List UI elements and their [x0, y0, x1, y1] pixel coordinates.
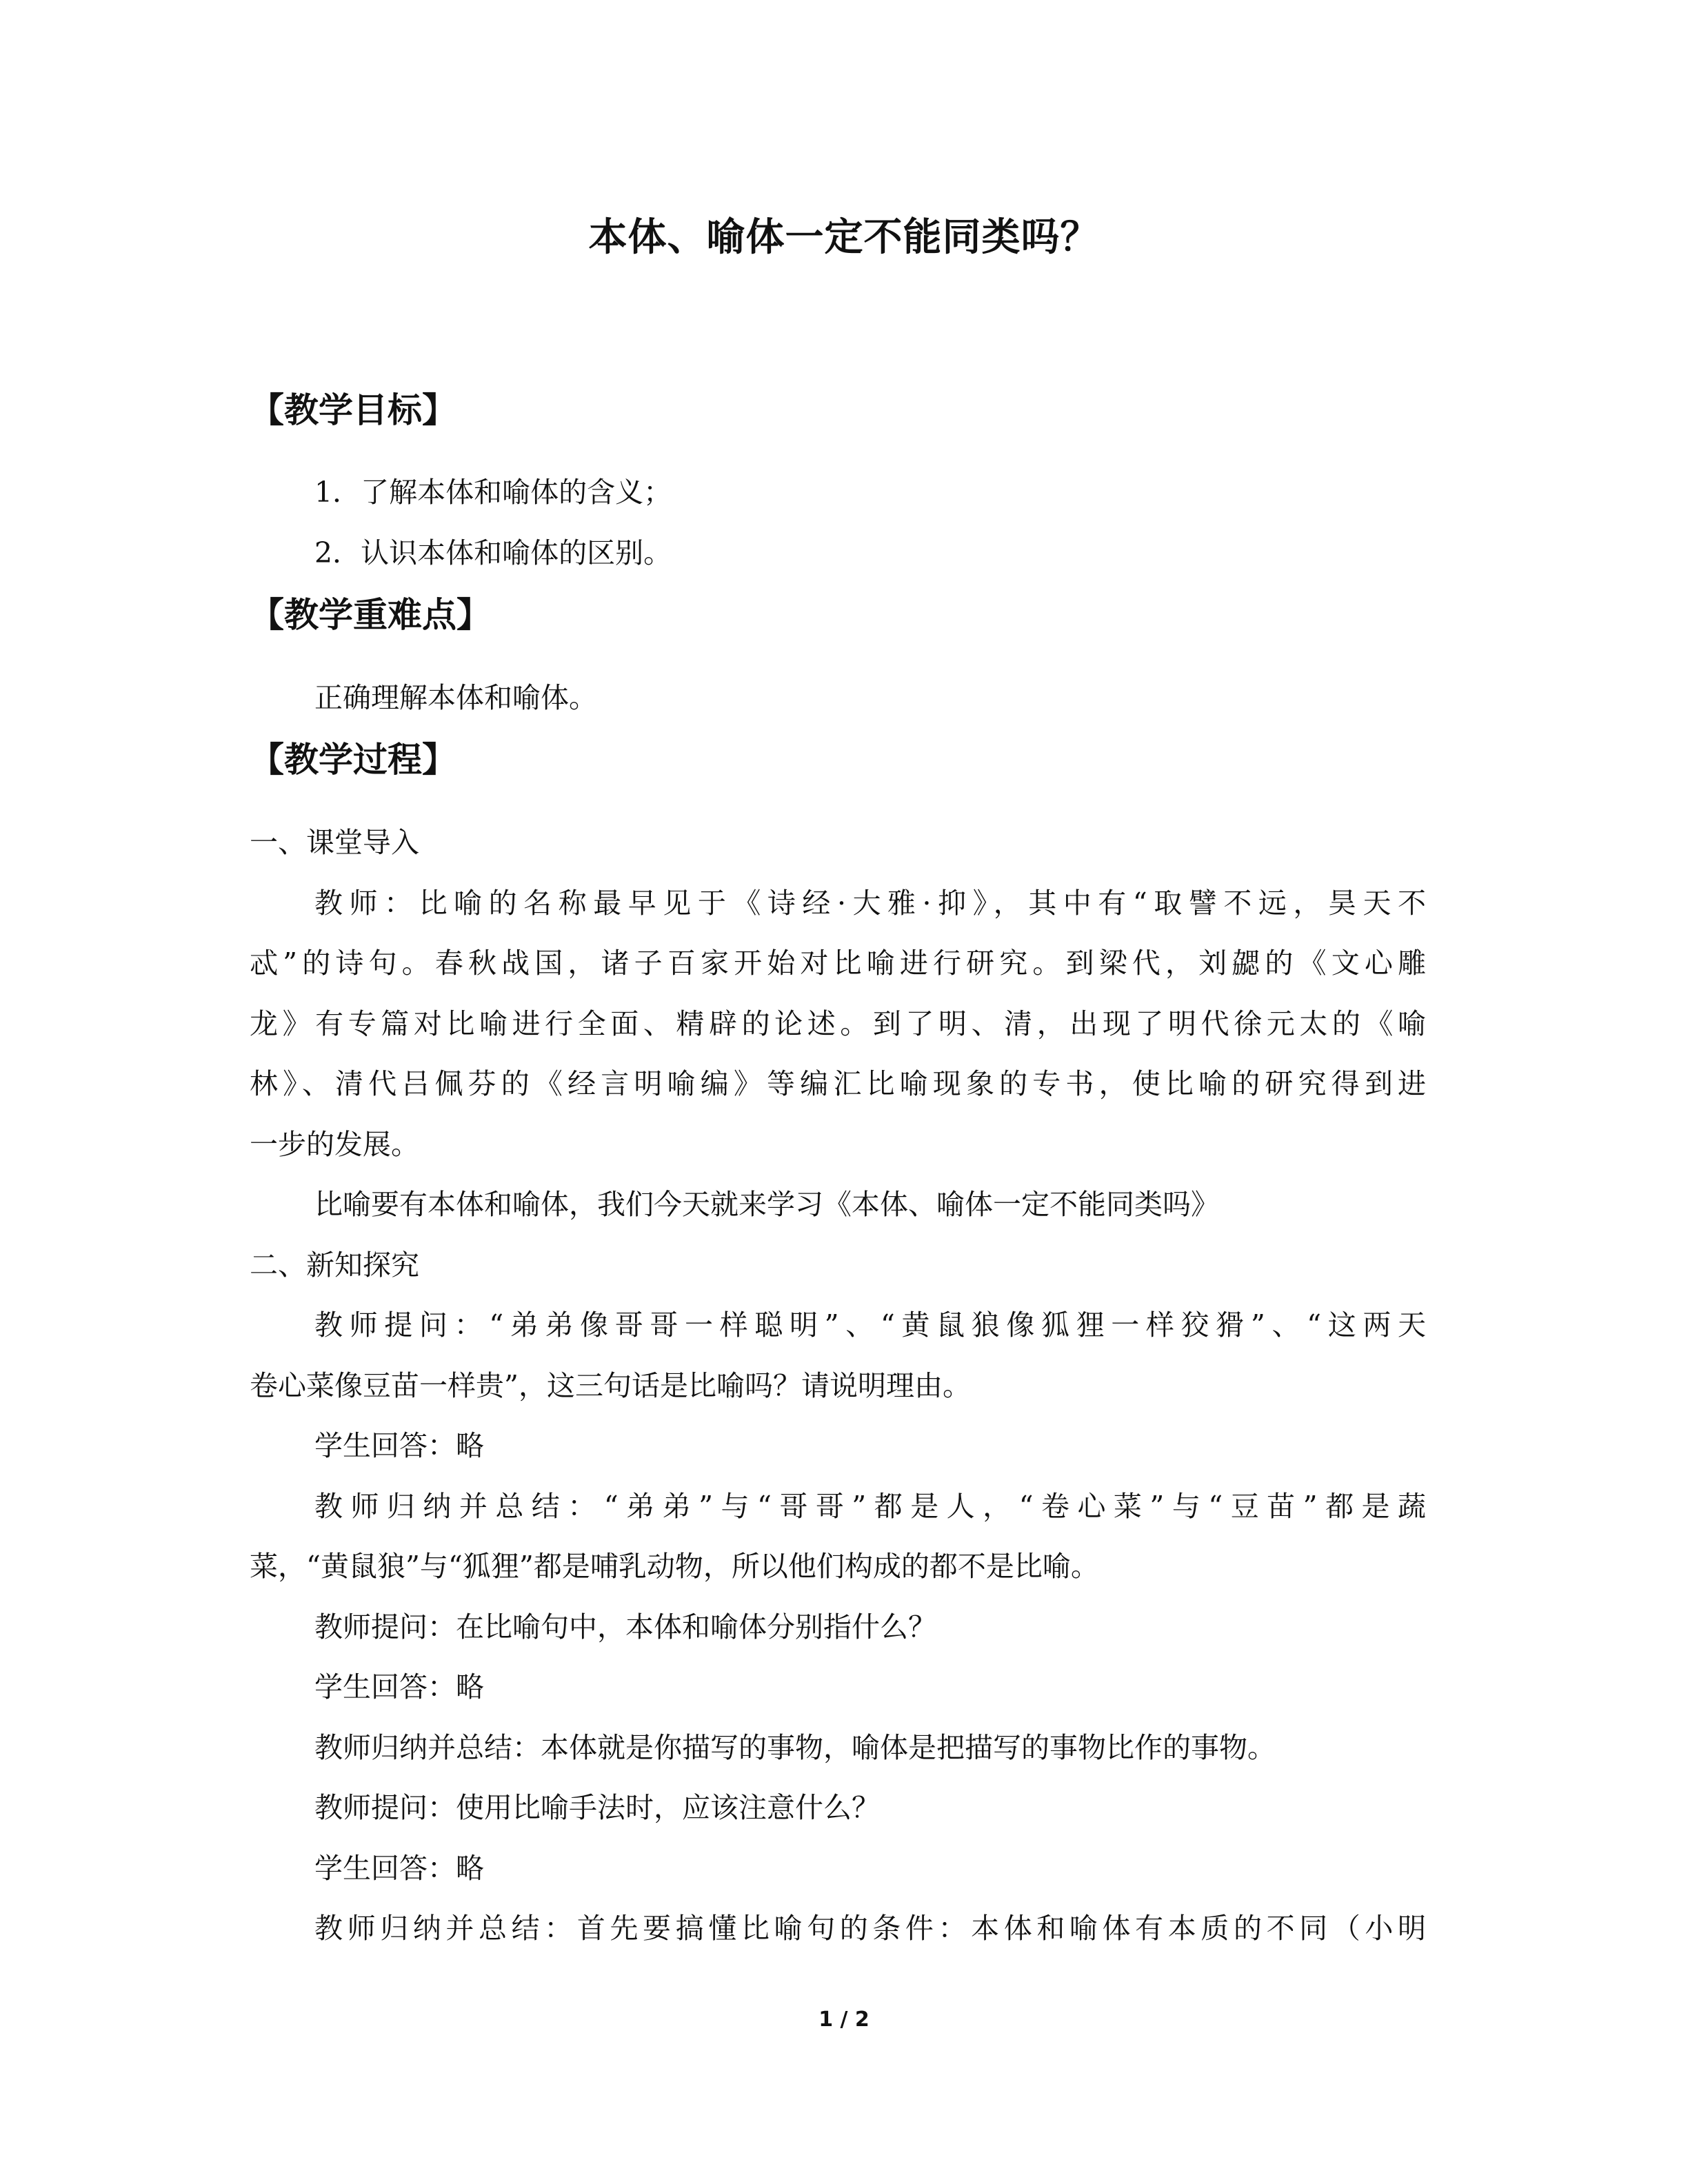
student-answer-1: 学生回答：略	[314, 1429, 484, 1462]
objective-item-1: 1．了解本体和喻体的含义；	[314, 476, 672, 509]
student-answer-3: 学生回答：略	[314, 1852, 484, 1885]
explore-heading: 二、新知探究	[250, 1248, 419, 1282]
objective-item-2: 2．认识本体和喻体的区别。	[314, 536, 672, 569]
teacher-question-1-cont: 卷心菜像豆苗一样贵”，这三句话是比喻吗？请说明理由。	[250, 1369, 971, 1402]
intro-paragraph-2: 比喻要有本体和喻体，我们今天就来学习《本体、喻体一定不能同类吗》	[314, 1188, 1219, 1221]
student-answer-2: 学生回答：略	[314, 1670, 484, 1703]
intro-paragraph-line: 龙》有专篇对比喻进行全面、精辟的论述。到了明、清，出现了明代徐元太的《喻	[250, 1007, 1426, 1040]
teacher-summary-1: 教师归纳并总结：“弟弟”与“哥哥”都是人，“卷心菜”与“豆苗”都是蔬	[314, 1490, 1426, 1523]
keypoints-heading: 【教学重难点】	[250, 595, 491, 635]
intro-paragraph-line: 教师：比喻的名称最早见于《诗经·大雅·抑》，其中有“取譬不远，昊天不	[314, 887, 1426, 920]
teacher-question-2: 教师提问：在比喻句中，本体和喻体分别指什么？	[314, 1610, 936, 1644]
teacher-summary-2: 教师归纳并总结：本体就是你描写的事物，喻体是把描写的事物比作的事物。	[314, 1731, 1276, 1764]
intro-paragraph-line: 林》、清代吕佩芬的《经言明喻编》等编汇比喻现象的专书，使比喻的研究得到进	[250, 1067, 1426, 1100]
intro-paragraph-line: 一步的发展。	[250, 1128, 419, 1161]
page-number: 1 / 2	[818, 2008, 870, 2032]
objectives-heading: 【教学目标】	[250, 390, 456, 430]
intro-heading: 一、课堂导入	[250, 826, 419, 859]
teacher-summary-3: 教师归纳并总结：首先要搞懂比喻句的条件：本体和喻体有本质的不同（小明	[314, 1912, 1426, 1945]
teacher-question-3: 教师提问：使用比喻手法时，应该注意什么？	[314, 1791, 880, 1824]
intro-paragraph-line: 忒”的诗句。春秋战国，诸子百家开始对比喻进行研究。到梁代，刘勰的《文心雕	[250, 947, 1426, 980]
teacher-summary-1-cont: 菜，“黄鼠狼”与“狐狸”都是哺乳动物，所以他们构成的都不是比喻。	[250, 1550, 1099, 1583]
document-title: 本体、喻体一定不能同类吗？	[588, 215, 1100, 260]
process-heading: 【教学过程】	[250, 740, 456, 780]
teacher-question-1: 教师提问：“弟弟像哥哥一样聪明”、“黄鼠狼像狐狸一样狡猾”、“这两天	[314, 1308, 1426, 1342]
keypoints-text: 正确理解本体和喻体。	[314, 681, 597, 714]
